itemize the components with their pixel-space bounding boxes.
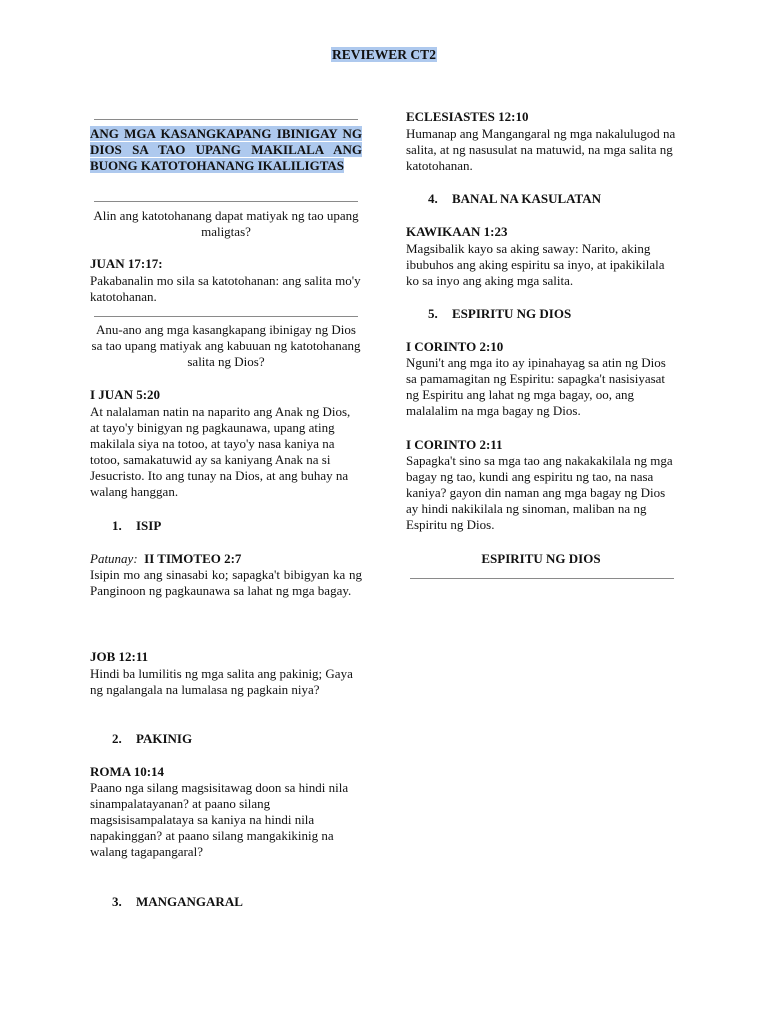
list-item-1: [90, 518, 384, 534]
main-heading-text: ANG MGA KASANGKAPANG IBINIGAY NG DIOS SA TAO UPANG MAKILALA ANG BUONG KATOTOHANANG IKALILIGTAS: [90, 126, 362, 173]
patunay-label: Patunay:: [90, 551, 138, 566]
main-heading: [90, 126, 362, 174]
verse-ref-i-corinto-2-11: I CORINTO 2:11: [406, 437, 503, 452]
verse-text-juan-17-17: Pakabanalin mo sila sa katotohanan: ang salita mo'y katotohanan.: [90, 273, 361, 304]
verse-text-roma-10-14: Paano nga silang magsisitawag doon sa hindi nila sinampalatayanan? at paano silang magsisisampalataya sa kaniya na hindi nila napakinggan? at paano silang mangakikinig na walang tagapangaral?: [90, 780, 349, 859]
divider: [94, 201, 358, 202]
verse-text-eclesiastes-12-10: Humanap ang Mangangaral ng mga nakalulugod na salita, at ng nasusulat na matuwid, na mga salita ng katotohanan.: [406, 126, 676, 173]
divider: [410, 578, 674, 579]
list-item-4: [406, 191, 698, 207]
patunay-line: [90, 551, 362, 567]
list-item-number: 3.: [112, 894, 122, 909]
verse-text-job-12-11: Hindi ba lumilitis ng mga salita ang pakinig; Gaya ng ngalangala na lumalasa ng pagkain niya?: [90, 666, 353, 697]
divider: [94, 316, 358, 317]
verse-text-i-corinto-2-10: Nguni't ang mga ito ay ipinahayag sa atin ng Dios sa pamamagitan ng Espiritu: sapagka't nasisiyasat ng Espiritu ang lahat ng mga bagay, oo, ang malalalim na mga bagay ng Dios.: [406, 355, 666, 418]
list-item-number: 4.: [428, 191, 438, 206]
question-1: Alin ang katotohanang dapat matiyak ng tao upang maligtas?: [93, 208, 359, 239]
list-item-number: 2.: [112, 731, 122, 746]
list-item-label: ISIP: [136, 518, 162, 533]
verse-ref-roma-10-14: ROMA 10:14: [90, 764, 165, 779]
verse-ref-eclesiastes-12-10: ECLESIASTES 12:10: [406, 109, 529, 124]
list-item-label: BANAL NA KASULATAN: [452, 191, 602, 206]
list-item-3: [90, 894, 384, 910]
list-item-label: MANGANGARAL: [136, 894, 243, 909]
verse-ref-kawikaan-1-23: KAWIKAAN 1:23: [406, 224, 508, 239]
verse-text-i-juan-5-20: At nalalaman natin na naparito ang Anak ng Dios, at tayo'y binigyan ng pagkaunawa, upang ating makilala siya na totoo, at tayo'y nasa kaniya na totoo, samakatuwid ay sa kaniyang Anak na si Jesucristo. Ito ang tunay na Dios, at ang buhay na walang hanggan.: [90, 404, 351, 499]
verse-ref-ii-timoteo-2-7: II TIMOTEO 2:7: [144, 551, 242, 566]
list-item-label: PAKINIG: [136, 731, 193, 746]
list-item-2: [90, 731, 384, 747]
verse-ref-juan-17-17: JUAN 17:17:: [90, 256, 163, 271]
verse-ref-job-12-11: JOB 12:11: [90, 649, 149, 664]
verse-ref-i-juan-5-20: I JUAN 5:20: [90, 387, 161, 402]
closing-heading: ESPIRITU NG DIOS: [481, 551, 601, 566]
verse-text-kawikaan-1-23: Magsibalik kayo sa aking saway: Narito, aking ibubuhos ang aking espiritu sa inyo, at ipakikilala ko sa inyo ang aking mga salita.: [406, 241, 665, 288]
verse-text-i-corinto-2-11: Sapagka't sino sa mga tao ang nakakakilala ng mga bagay ng tao, kundi ang espiritu ng tao, na nasa kaniya? gayon din naman ang mga bagay ng Dios ay hindi nakikilala ng sinoman, maliban na ng Espiritu ng Dios.: [406, 453, 673, 532]
list-item-label: ESPIRITU NG DIOS: [452, 306, 572, 321]
document-title: [0, 47, 768, 63]
list-item-5: [406, 306, 698, 322]
document-title-text: REVIEWER CT2: [332, 47, 436, 62]
verse-ref-i-corinto-2-10: I CORINTO 2:10: [406, 339, 504, 354]
question-2: Anu-ano ang mga kasangkapang ibinigay ng Dios sa tao upang matiyak ang kabuuan ng katotohanang salita ng Dios?: [91, 322, 361, 369]
verse-text-ii-timoteo-2-7: Isipin mo ang sinasabi ko; sapagka't bibigyan ka ng Panginoon ng pagkaunawa sa lahat ng mga bagay.: [90, 567, 362, 598]
divider: [94, 119, 358, 120]
list-item-number: 5.: [428, 306, 438, 321]
list-item-number: 1.: [112, 518, 122, 533]
